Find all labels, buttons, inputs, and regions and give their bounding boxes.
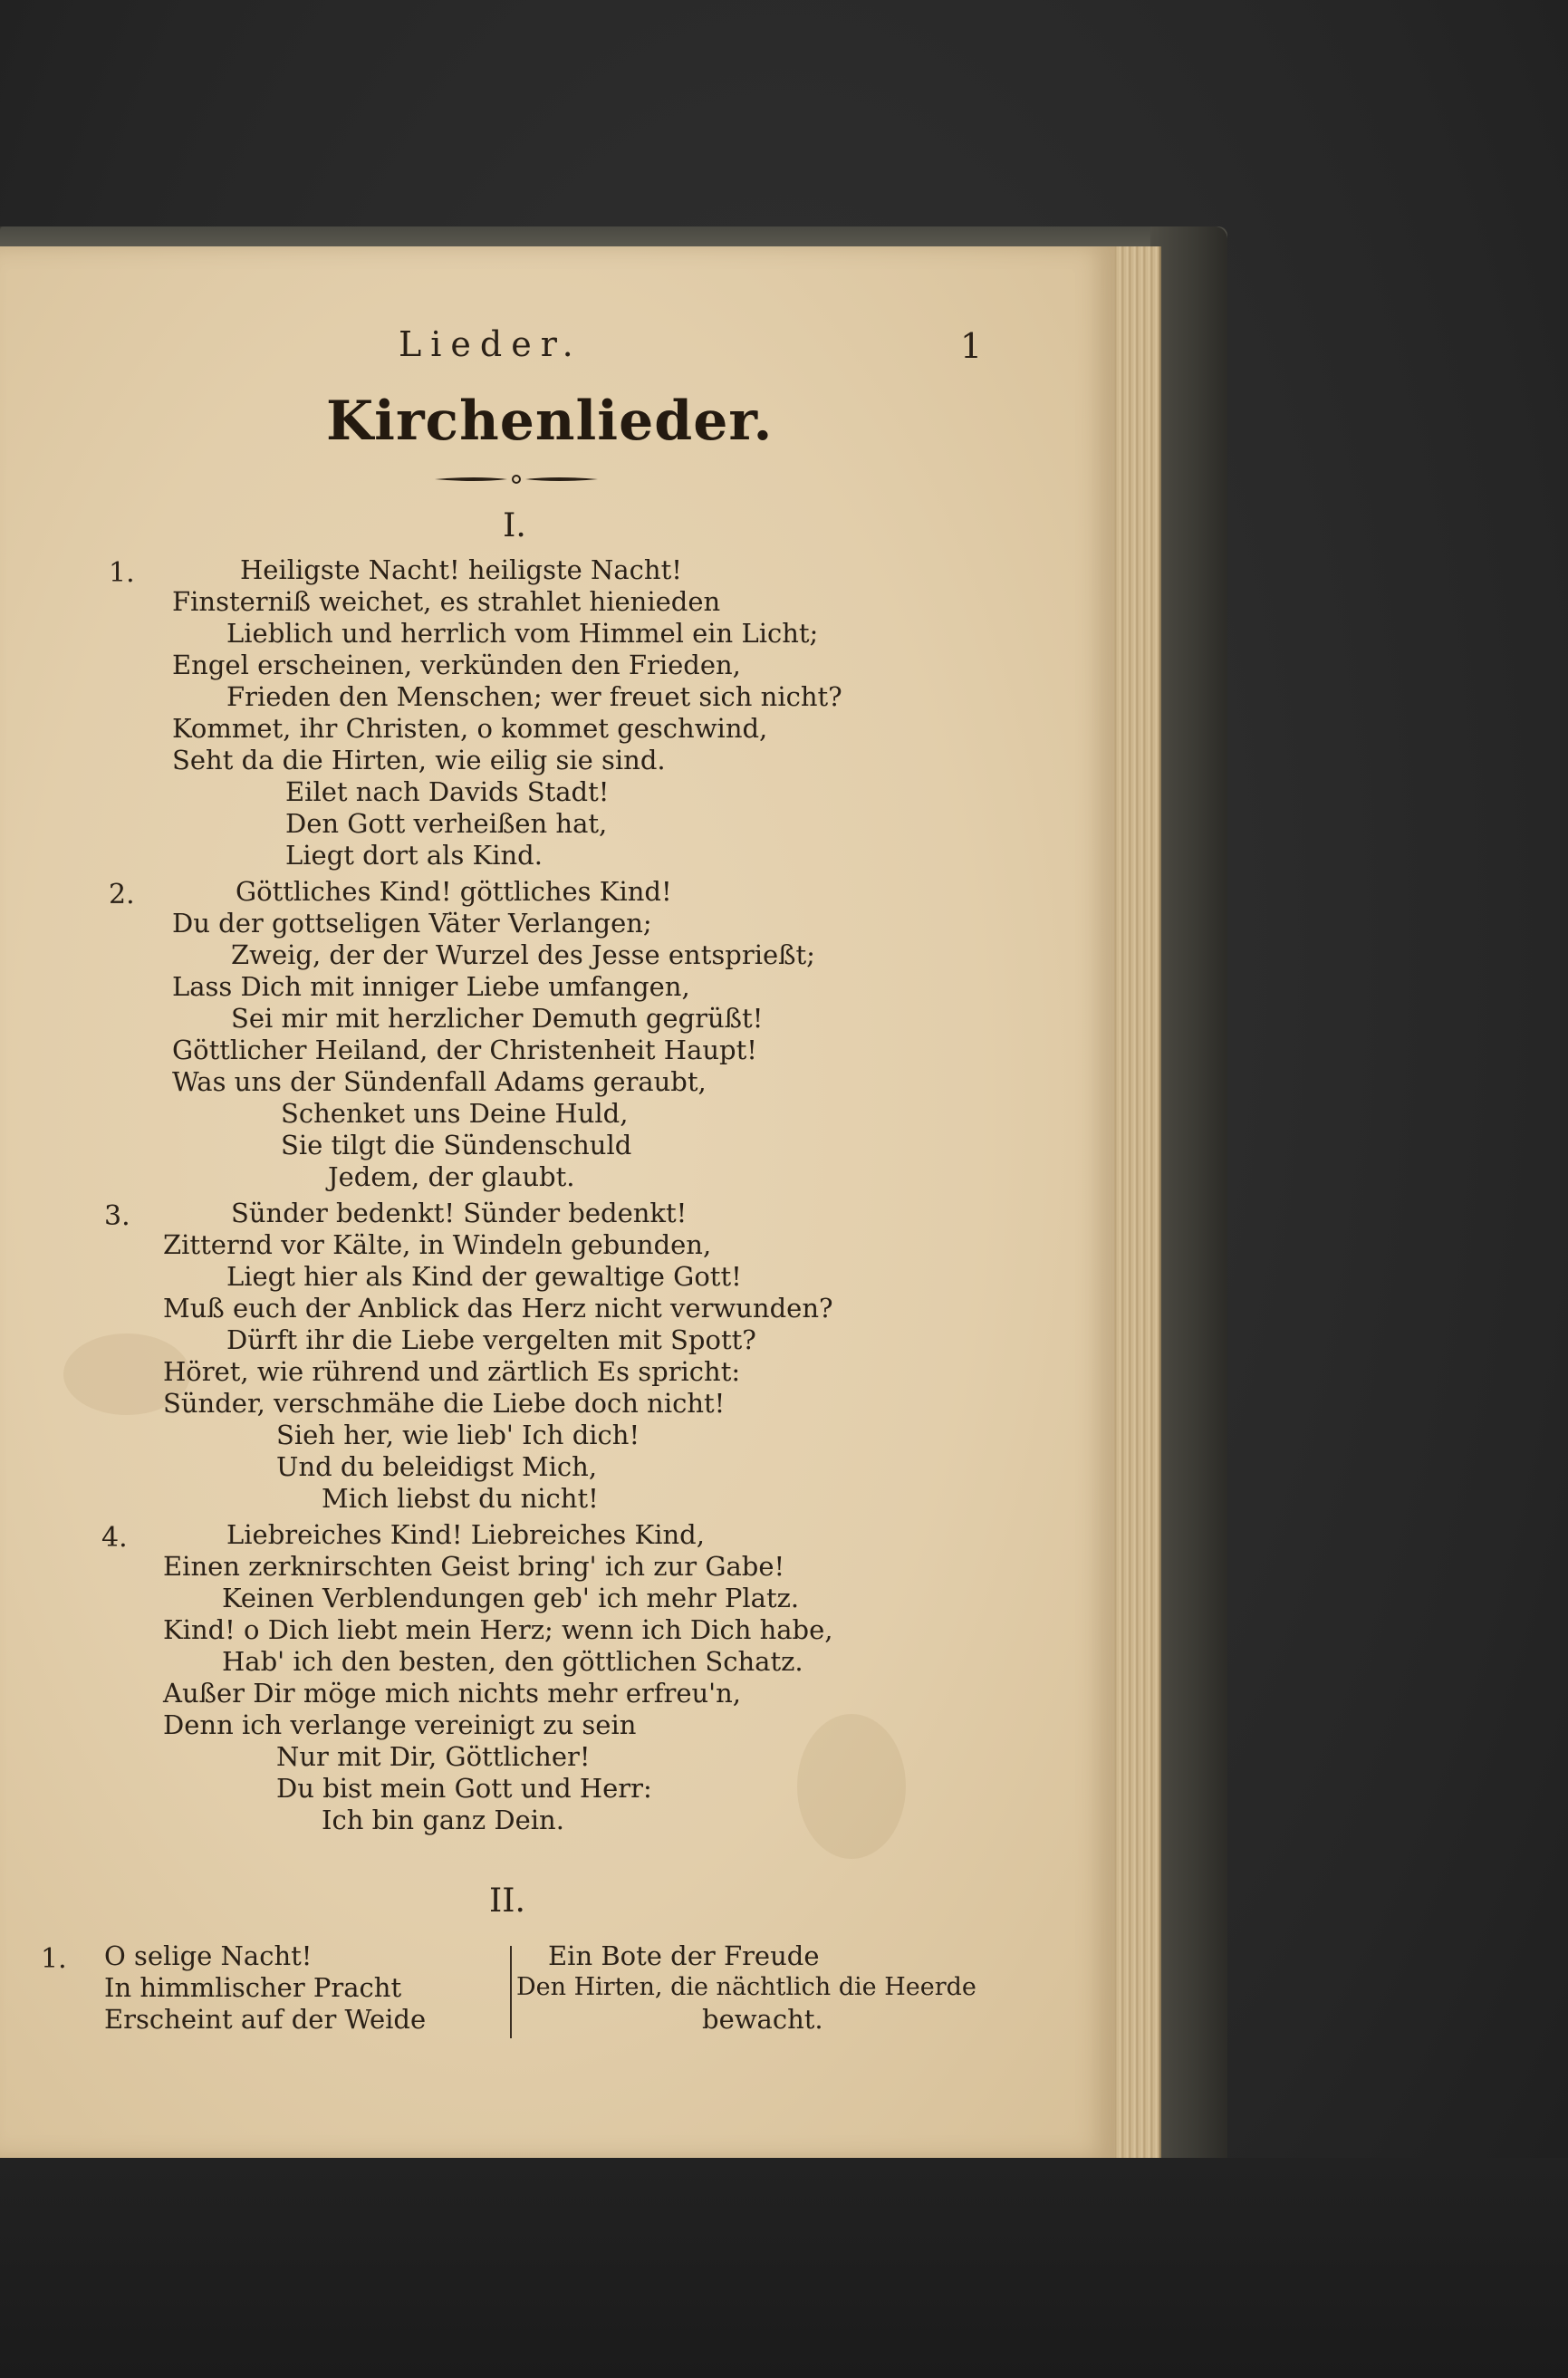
verse-line: Eilet nach Davids Stadt! (285, 776, 610, 807)
verse-line: Höret, wie rührend und zärtlich Es spricht: (163, 1356, 741, 1387)
verse-line: Du der gottseligen Väter Verlangen; (172, 908, 652, 939)
verse-line: Heiligste Nacht! heiligste Nacht! (240, 554, 682, 585)
verse-line: Sei mir mit herzlicher Demuth gegrüßt! (231, 1003, 764, 1034)
verse-line-right: Ein Bote der Freude (548, 1940, 820, 1971)
verse-line-left: Erscheint auf der Weide (104, 2004, 427, 2035)
verse-line: Zweig, der der Wurzel des Jesse entsprießt; (231, 939, 815, 970)
verse-line: Sieh her, wie lieb' Ich dich! (276, 1420, 640, 1450)
verse-number: 2. (109, 879, 135, 910)
running-head: Lieder. (399, 324, 582, 364)
verse-line: Liegt dort als Kind. (285, 840, 543, 871)
verse-number: 4. (101, 1522, 128, 1554)
verse-line: Liebreiches Kind! Liebreiches Kind, (226, 1519, 705, 1550)
verse-number: 1. (109, 557, 135, 589)
verse-line: Lass Dich mit inniger Liebe umfangen, (172, 971, 690, 1002)
verse-line: Göttliches Kind! göttliches Kind! (236, 876, 672, 907)
background-shadow (0, 2158, 1568, 2378)
verse-line: Einen zerknirschten Geist bring' ich zur Gabe! (163, 1551, 785, 1582)
page-number: 1 (960, 326, 983, 366)
verse-line: Denn ich verlange vereinigt zu sein (163, 1709, 637, 1740)
verse-line: Nur mit Dir, Göttlicher! (276, 1741, 591, 1772)
ornament-divider (435, 473, 598, 486)
verse-line: Was uns der Sündenfall Adams geraubt, (172, 1066, 707, 1097)
verse-line: Sie tilgt die Sündenschuld (281, 1130, 632, 1160)
verse-number: 1. (41, 1943, 67, 1975)
verse-line: Sünder bedenkt! Sünder bedenkt! (231, 1198, 688, 1228)
verse-line: Liegt hier als Kind der gewaltige Gott! (226, 1261, 742, 1292)
section-title: Kirchenlieder. (326, 390, 774, 453)
verse-line: Sünder, verschmähe die Liebe doch nicht! (163, 1388, 726, 1419)
verse-line: Jedem, der glaubt. (328, 1161, 575, 1192)
verse-line: Zitternd vor Kälte, in Windeln gebunden, (163, 1229, 712, 1260)
verse-line: Göttlicher Heiland, der Christenheit Haupt! (172, 1035, 757, 1065)
verse-line-left: O selige Nacht! (104, 1940, 313, 1971)
verse-line: Ich bin ganz Dein. (322, 1805, 564, 1835)
song-numeral: I. (503, 507, 526, 544)
verse-line: Du bist mein Gott und Herr: (276, 1773, 652, 1804)
verse-line: Keinen Verblendungen geb' ich mehr Platz. (222, 1583, 800, 1613)
verse-line: Außer Dir möge mich nichts mehr erfreu'n, (163, 1678, 742, 1709)
column-divider (510, 1946, 512, 2038)
song-numeral: II. (489, 1882, 525, 1920)
verse-line: Kommet, ihr Christen, o kommet geschwind, (172, 713, 768, 744)
verse-line: Lieblich und herrlich vom Himmel ein Licht; (226, 618, 819, 649)
verse-line-left: In himmlischer Pracht (104, 1972, 402, 2003)
verse-line: Hab' ich den besten, den göttlichen Schatz. (222, 1646, 803, 1677)
verse-line: Frieden den Menschen; wer freuet sich nicht? (226, 681, 842, 712)
verse-line: Engel erscheinen, verkünden den Frieden, (172, 650, 741, 680)
verse-line-right: bewacht. (702, 2004, 823, 2035)
verse-line: Muß euch der Anblick das Herz nicht verwunden? (163, 1293, 833, 1324)
verse-line: Finsterniß weichet, es strahlet hienieden (172, 586, 721, 617)
verse-line-right: Den Hirten, die nächtlich die Heerde (516, 1973, 976, 2001)
verse-line: Und du beleidigst Mich, (276, 1451, 598, 1482)
verse-line: Kind! o Dich liebt mein Herz; wenn ich Dich habe, (163, 1614, 833, 1645)
verse-line: Den Gott verheißen hat, (285, 808, 608, 839)
verse-line: Seht da die Hirten, wie eilig sie sind. (172, 745, 666, 775)
verse-line: Schenket uns Deine Huld, (281, 1098, 629, 1129)
page-stain (797, 1714, 906, 1859)
verse-number: 3. (104, 1200, 130, 1232)
verse-line: Dürft ihr die Liebe vergelten mit Spott? (226, 1324, 756, 1355)
book-cover-right-edge (1150, 226, 1227, 2174)
verse-line: Mich liebst du nicht! (322, 1483, 599, 1514)
